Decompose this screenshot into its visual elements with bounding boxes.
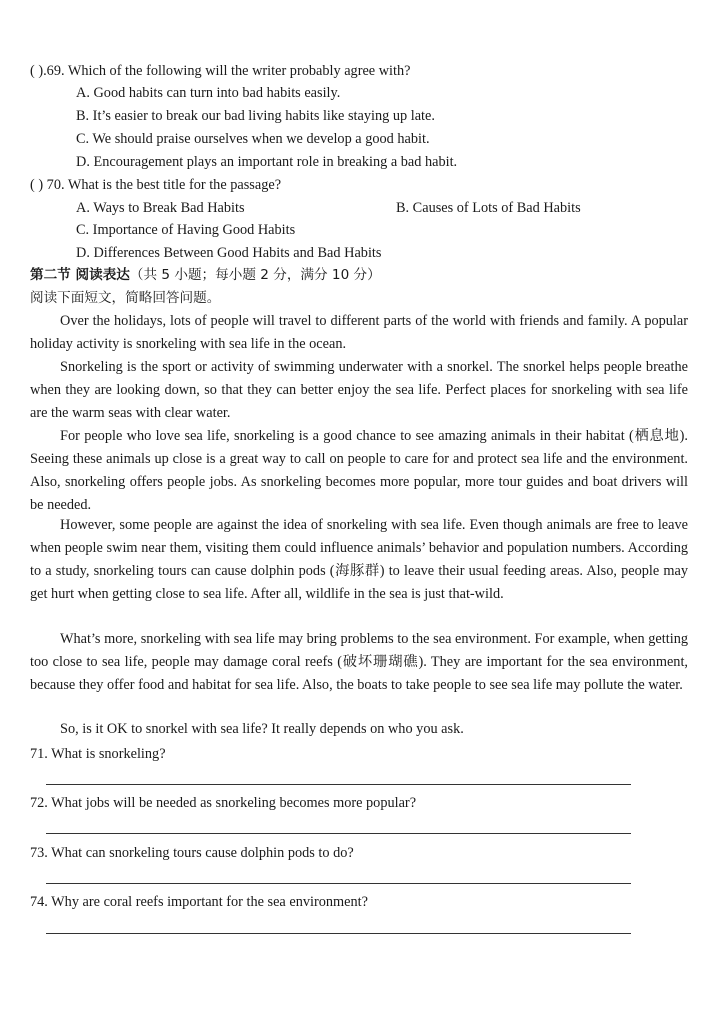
section-rule: （共 5 小题；每小题 2 分，满分 10 分）: [129, 267, 381, 283]
q70-option-a: A. Ways to Break Bad Habits: [76, 200, 245, 216]
q69-option-c: C. We should praise ourselves when we develop a good habit.: [76, 131, 430, 147]
passage-paragraph-2: Snorkeling is the sport or activity of swimming underwater with a snorkel. The snorkel helps people breathe when they are looking down, so that they can better enjoy the sea life. Perfect places for snorkeling with sea life are the warm seas with clear water.: [30, 359, 688, 422]
passage-paragraph-6: So, is it OK to snorkel with sea life? It really depends on who you ask.: [60, 721, 464, 737]
section-header: [30, 266, 381, 284]
question-73: 73. What can snorkeling tours cause dolphin pods to do?: [30, 845, 354, 861]
answer-line-74[interactable]: [46, 933, 631, 934]
answer-line-72[interactable]: [46, 833, 631, 834]
question-74: 74. Why are coral reefs important for the sea environment?: [30, 894, 368, 910]
q69-option-d: D. Encouragement plays an important role in breaking a bad habit.: [76, 154, 458, 170]
answer-line-71[interactable]: [46, 784, 631, 785]
q70-option-d: D. Differences Between Good Habits and Bad Habits: [76, 245, 382, 261]
answer-line-73[interactable]: [46, 883, 631, 884]
q69-option-a: A. Good habits can turn into bad habits easily.: [76, 85, 341, 101]
q69-stem: ( ).69. Which of the following will the writer probably agree with?: [30, 63, 411, 79]
q70-stem: ( ) 70. What is the best title for the passage?: [30, 177, 282, 193]
passage-paragraph-4: However, some people are against the idea of snorkeling with sea life. Even though animals are free to leave when people swim near them, visiting them could influence animals’ behavior and population numbers. According to a study, snorkeling tours can cause dolphin pods (海豚群) to leave their usual feeding areas. Also, people may get hurt when getting close to sea life. After all, wildlife in the sea is just that-wild.: [30, 517, 688, 603]
q70-option-b: B. Causes of Lots of Bad Habits: [396, 200, 581, 216]
passage-paragraph-5: What’s more, snorkeling with sea life may bring problems to the sea environment. For example, when getting too close to sea life, people may damage coral reefs (破坏珊瑚礁). They are important for the sea environment, because they offer food and habitat for sea life. Also, the boats to take people to see sea life may pollute the water.: [30, 631, 688, 694]
q69-option-b: B. It’s easier to break our bad living habits like staying up late.: [76, 108, 435, 124]
section-instruction: 阅读下面短文，简略回答问题。: [30, 290, 221, 306]
passage-paragraph-1: Over the holidays, lots of people will travel to different parts of the world with friends and family. A popular holiday activity is snorkeling with sea life in the ocean.: [30, 313, 688, 353]
passage-paragraph-3: For people who love sea life, snorkeling is a good chance to see amazing animals in their habitat (栖息地). Seeing these animals up close is a great way to call on people to care for and protect sea life and the environment. Also, snorkeling offers people jobs. As snorkeling becomes more popular, more tour guides and boat drivers will be needed.: [30, 428, 688, 514]
question-71: 71. What is snorkeling?: [30, 746, 166, 762]
q70-option-c: C. Importance of Having Good Habits: [76, 222, 296, 238]
section-title: 第二节 阅读表达: [30, 267, 130, 283]
question-72: 72. What jobs will be needed as snorkeling becomes more popular?: [30, 795, 417, 811]
